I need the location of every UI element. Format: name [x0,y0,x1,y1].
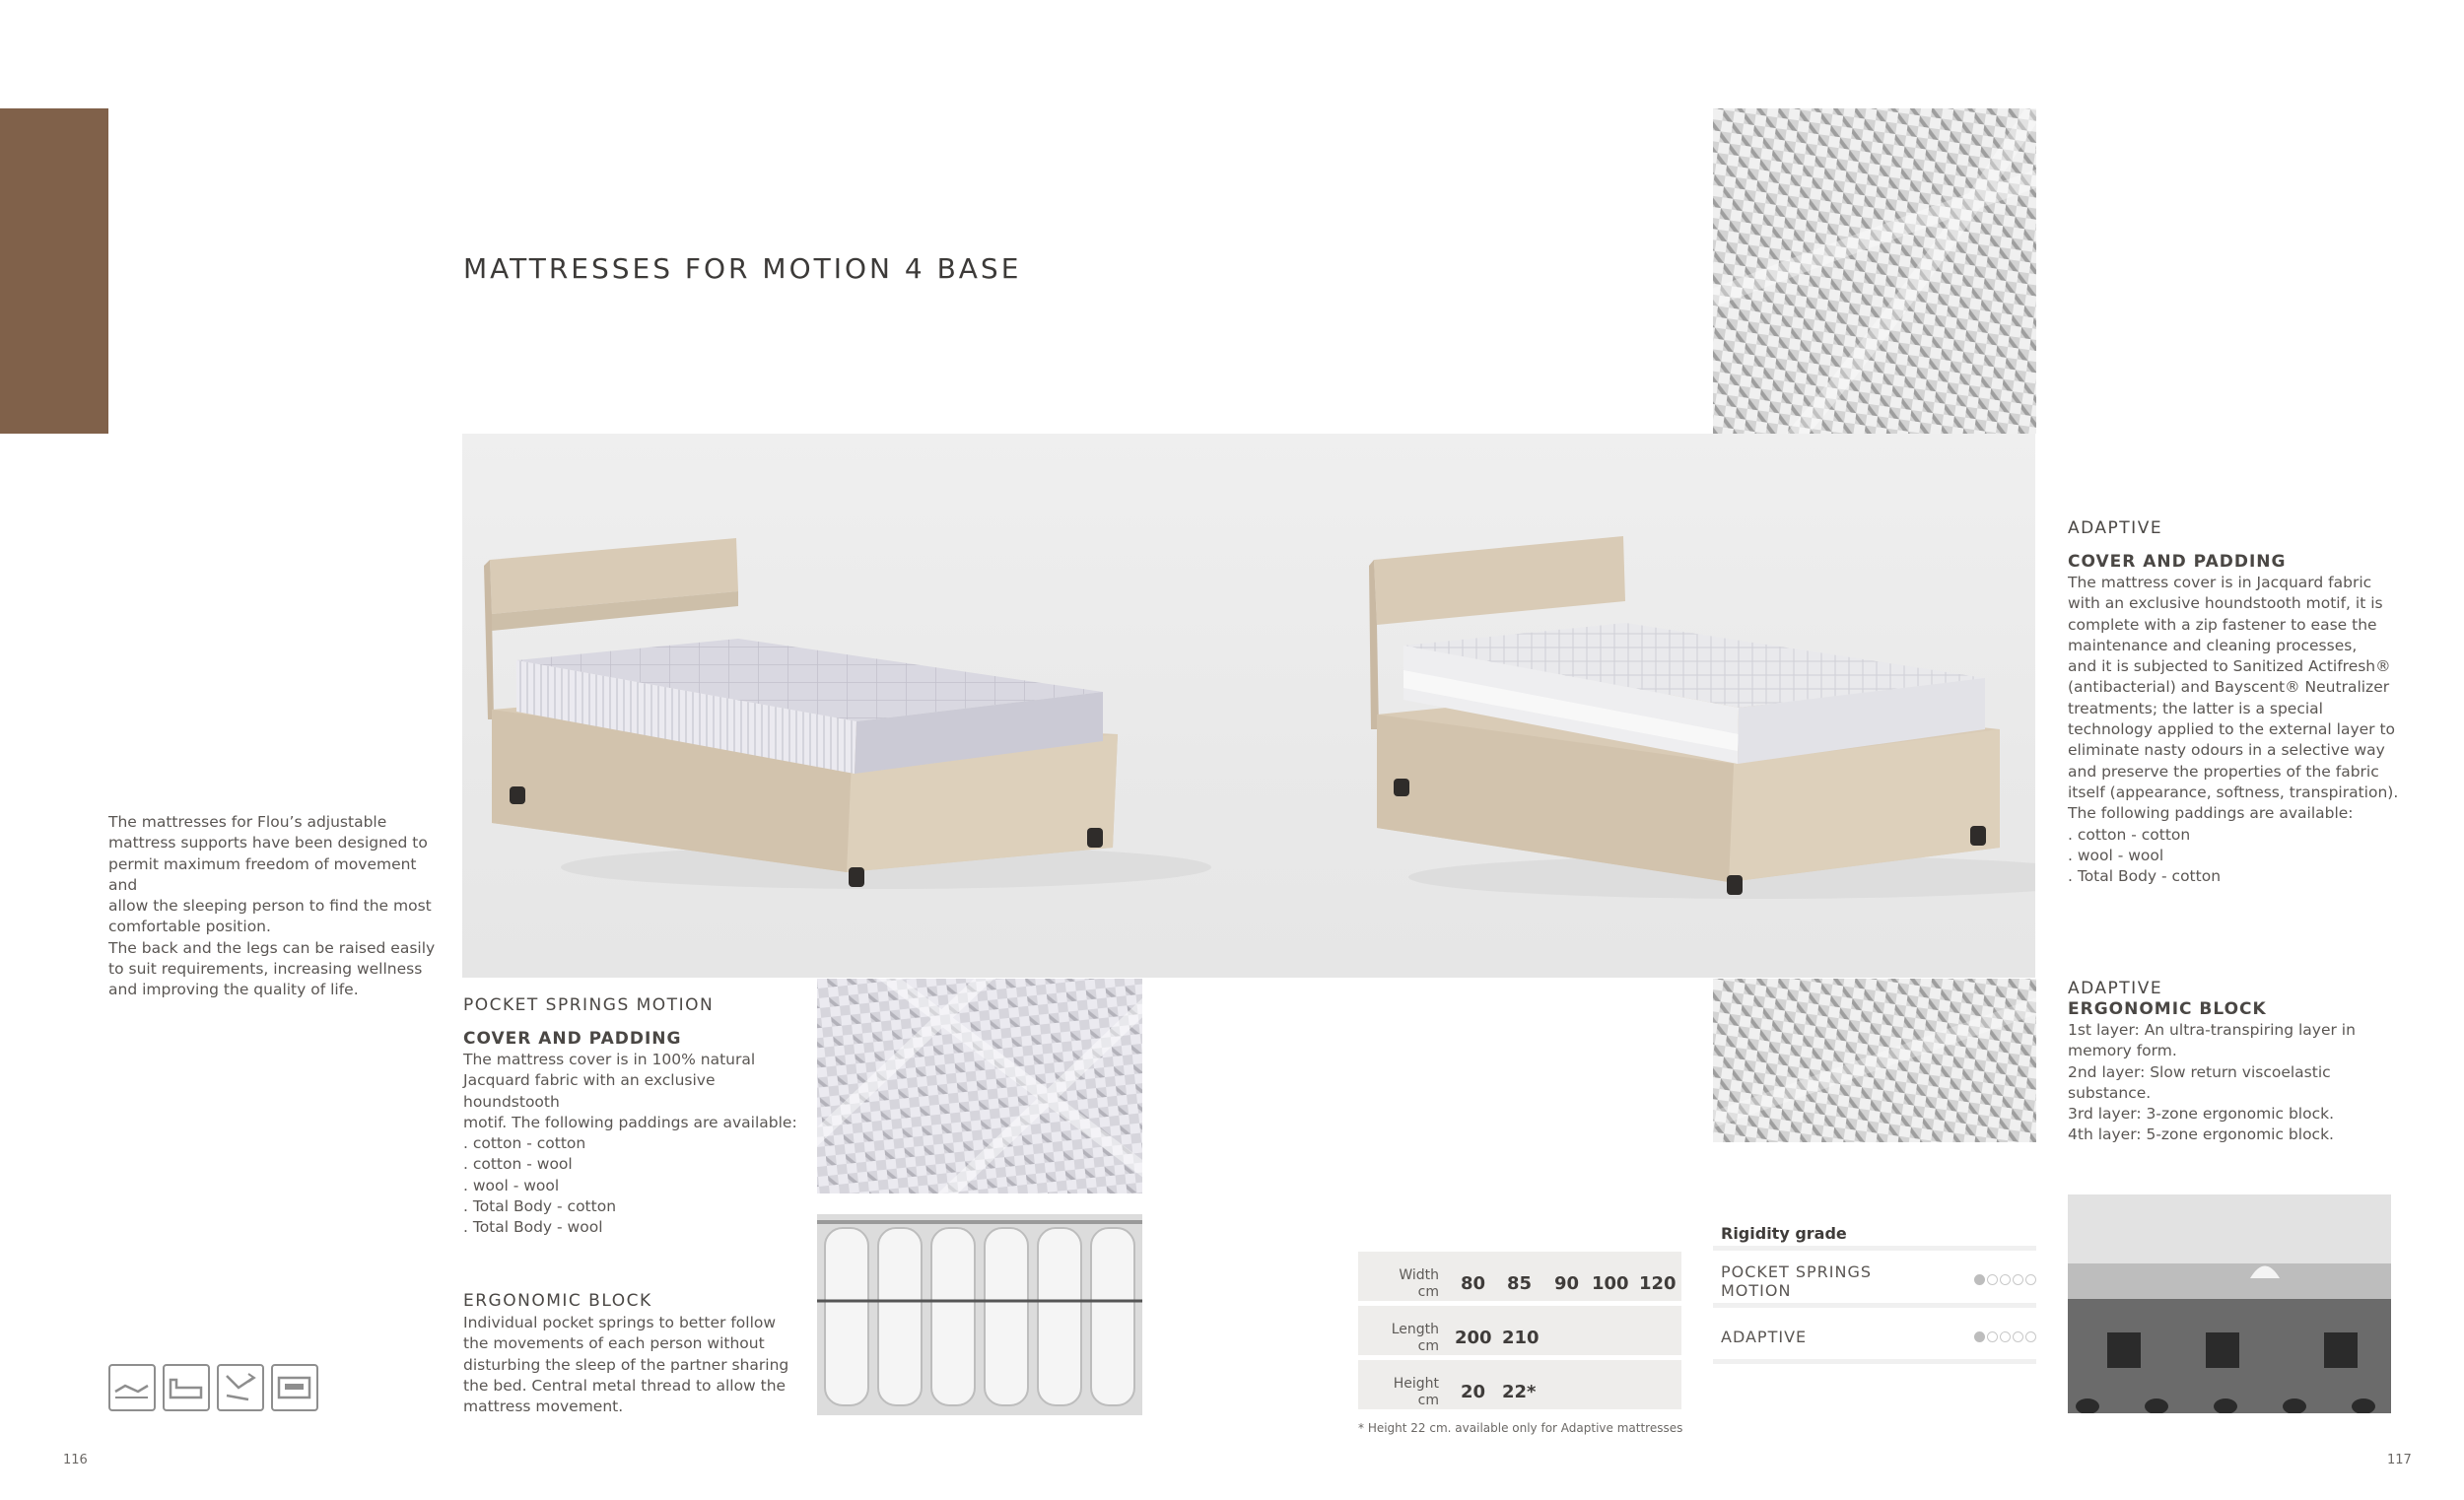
label-line: cm [1417,1338,1439,1354]
adaptive-block-subheading: ERGONOMIC BLOCK [2068,999,2267,1019]
rigidity-label: ADAPTIVE [1721,1328,1808,1346]
intro-line: The mattresses for Flou’s adjustable [108,813,387,831]
houndstooth-fabric-swatch-bottom [1713,979,2036,1142]
text-line: motif. The following paddings are available: [463,1113,797,1131]
pocket-springs-heading: POCKET SPRINGS MOTION [463,995,715,1015]
text-line: treatments; the latter is a special [2068,699,2323,717]
text-line: substance. [2068,1083,2152,1102]
page-title: MATTRESSES FOR MOTION 4 BASE [463,252,1022,285]
rigidity-dot [2025,1274,2036,1285]
adaptive-block-heading: ADAPTIVE [2068,979,2163,998]
text-line: with an exclusive houndstooth motif, it is [2068,594,2383,613]
text-line: memory form. [2068,1042,2177,1060]
text-line: . wool - wool [463,1176,560,1194]
text-line: . Total Body - wool [463,1218,603,1237]
rigidity-dot [2000,1331,2011,1342]
houndstooth-fabric-swatch-top [1713,108,2036,434]
intro-line: permit maximum freedom of movement and [108,854,417,894]
intro-line: comfortable position. [108,918,271,936]
text-line: . cotton - cotton [463,1134,586,1153]
text-line: . Total Body - cotton [463,1197,617,1216]
pocket-springs-block-heading: ERGONOMIC BLOCK [463,1291,652,1311]
text-line: the bed. Central metal thread to allow the [463,1376,787,1395]
rigidity-row-pocket-springs [1713,1246,2036,1308]
text-line: itself (appearance, softness, transpiration). [2068,783,2399,801]
adaptive-cover-text [2068,573,2432,887]
rigidity-dot [2000,1274,2011,1285]
width-label [1358,1252,1445,1301]
intro-paragraph [108,812,444,1001]
adjustable-base-icon [108,1364,156,1411]
sizes-table [1358,1252,1683,1439]
brown-color-block [0,108,108,434]
text-line: and it is subjected to Sanitized Actifresh® [2068,657,2391,676]
width-value: 120 [1639,1273,1677,1294]
height-value: 20 [1461,1382,1486,1402]
text-line: The following paddings are available: [2068,804,2354,823]
width-value: 80 [1461,1273,1486,1294]
text-line: 3rd layer: 3-zone ergonomic block. [2068,1105,2335,1124]
rigidity-dot [2025,1331,2036,1342]
page-number-right: 117 [2387,1453,2412,1467]
length-value: 210 [1502,1328,1540,1348]
pocket-springs-block-text [463,1313,798,1417]
adaptive-block-text [2068,1020,2432,1146]
width-value: 100 [1592,1273,1629,1294]
pocket-springs-cover-heading: COVER AND PADDING [463,1029,682,1049]
width-value: 90 [1554,1273,1580,1294]
height-value: 22* [1502,1382,1537,1402]
rigidity-title: Rigidity grade [1721,1224,1847,1243]
text-line: mattress movement. [463,1398,624,1416]
text-line: Individual pocket springs to better follow [463,1314,777,1331]
text-line: Jacquard fabric with an exclusive houndstooth [463,1071,716,1111]
rigidity-label: POCKET SPRINGS [1721,1262,1873,1281]
height-label [1358,1360,1445,1409]
text-line: and preserve the properties of the fabric [2068,762,2379,781]
rigidity-dot-filled [1974,1274,1985,1285]
adaptive-cover-heading: COVER AND PADDING [2068,552,2287,572]
text-line: . cotton - wool [463,1155,573,1174]
text-line: disturbing the sleep of the partner sharing [463,1355,789,1374]
bed-frame-icon [163,1364,210,1411]
text-line: 2nd layer: Slow return viscoelastic [2068,1062,2331,1081]
text-line: . cotton - cotton [2068,825,2191,844]
pocket-springs-cover-text [463,1050,798,1239]
intro-line: to suit requirements, increasing wellness [108,960,423,979]
rigidity-dots [1972,1270,2036,1289]
rigidity-dot [1987,1274,1998,1285]
intro-line: and improving the quality of life. [108,981,359,999]
ergonomic-foam-photo [2068,1194,2391,1413]
text-line: The mattress cover is in Jacquard fabric [2068,574,2372,591]
length-values [1445,1306,1681,1355]
rigidity-dots [1972,1328,2036,1346]
label-line: cm [1417,1284,1439,1300]
height-values [1445,1360,1681,1409]
pocket-springs-photo [817,1214,1142,1415]
rigidity-label: MOTION [1721,1281,1792,1300]
quilted-fabric-swatch [817,979,1142,1193]
label-line: Width [1399,1267,1439,1283]
text-line: . Total Body - cotton [2068,867,2222,886]
page-number-left: 116 [63,1453,88,1467]
label-line: cm [1417,1393,1439,1408]
text-line: technology applied to the external layer to [2068,720,2396,739]
intro-line: The back and the legs can be raised easily [108,938,436,957]
adaptive-heading: ADAPTIVE [2068,518,2163,538]
beds-product-photo [462,434,2035,978]
text-line: . wool - wool [2068,846,2164,864]
reclining-motion-icon [217,1364,264,1411]
text-line: The mattress cover is in 100% natural [463,1051,756,1068]
intro-line: allow the sleeping person to find the most [108,897,432,916]
text-line: 4th layer: 5-zone ergonomic block. [2068,1125,2334,1144]
label-line: Length [1391,1322,1439,1337]
storage-box-icon [271,1364,318,1411]
width-values [1445,1252,1681,1301]
text-line: the movements of each person without [463,1334,765,1353]
text-line: 1st layer: An ultra-transpiring layer in [2068,1021,2356,1039]
length-value: 200 [1455,1328,1492,1348]
text-line: eliminate nasty odours in a selective way [2068,741,2385,760]
sizes-footnote: * Height 22 cm. available only for Adaptive mattresses [1358,1421,1683,1435]
text-line: (antibacterial) and Bayscent® Neutralizer [2068,678,2390,697]
width-value: 85 [1507,1273,1533,1294]
rigidity-dot-filled [1974,1331,1985,1342]
text-line: complete with a zip fastener to ease the [2068,615,2377,634]
rigidity-dot [2013,1274,2023,1285]
length-label [1358,1306,1445,1355]
rigidity-row-adaptive [1713,1303,2036,1364]
intro-line: mattress supports have been designed to [108,834,428,852]
rigidity-dot [2013,1331,2023,1342]
rigidity-dot [1987,1331,1998,1342]
text-line: maintenance and cleaning processes, [2068,636,2358,654]
label-line: Height [1393,1376,1439,1392]
